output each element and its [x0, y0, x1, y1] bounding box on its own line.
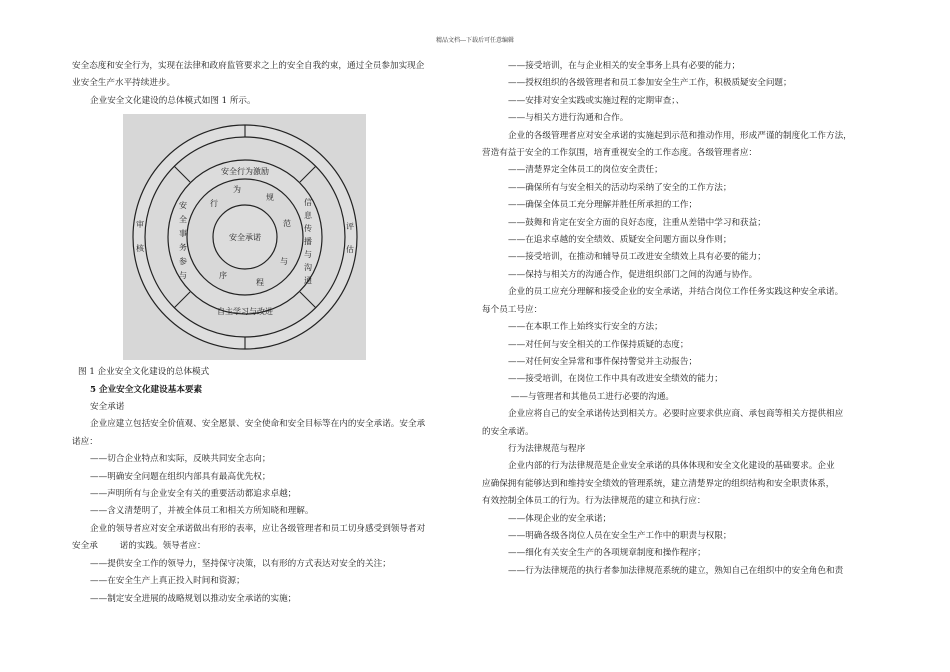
list-item: ——切合企业特点和实际，反映共同安全志向； [90, 454, 271, 465]
label-evaluation: 估 [346, 245, 354, 255]
paragraph: 业安全生产水平持续进步。 [72, 78, 176, 89]
paragraph: 应确保拥有能够达到和维持安全绩效的管理系统，建立清楚界定的组织结构和安全职责体系， [482, 478, 835, 489]
label-behavior-norms: 规 [266, 193, 274, 203]
paragraph: 企业内部的行为法律规范是企业安全承诺的具体体现和安全文化建设的基础要求。企业 [508, 461, 835, 472]
label-behavior-norms: 与 [280, 257, 288, 267]
subsection-title: 安全承诺 [90, 402, 125, 413]
label-participation: 与 [179, 271, 187, 281]
list-item: ——接受培训，在与企业相关的安全事务上具有必要的能力； [508, 61, 741, 71]
paragraph: 有效控制全体员工的行为。行为法律规范的建立和执行应： [482, 496, 706, 507]
list-item: ——制定安全进展的战略规划以推动安全承诺的实施； [90, 593, 297, 604]
paragraph: 营造有益于安全的工作氛围，培育重视安全的工作态度。各级管理者应： [482, 148, 758, 159]
list-item: ——安排对安全实践或实施过程的定期审查；、 [508, 95, 685, 106]
paragraph: 企业应将自己的安全承诺传达到相关方。必要时应要求供应商、承包商等相关方提供相应 [508, 409, 844, 420]
paragraph: 企业应建立包括安全价值观、安全愿景、安全使命和安全目标等在内的安全承诺。安全承 [90, 419, 426, 430]
figure-caption: 图 1 企业安全文化建设的总体模式 [78, 367, 210, 378]
label-communication: 通 [304, 276, 312, 286]
paragraph: 每个员工号应： [482, 304, 543, 315]
list-item: ——与相关方进行沟通和合作。 [508, 113, 629, 124]
list-item: ——确保全体员工充分理解并胜任所承担的工作； [508, 200, 698, 211]
list-item: ——对任何安全异常和事件保持警觉并主动报告； [508, 356, 698, 367]
label-communication: 传 [304, 224, 312, 234]
label-behavior-norms: 范 [283, 219, 291, 229]
label-participation: 务 [179, 243, 187, 253]
right-column [482, 58, 884, 580]
paragraph: 企业的员工应充分理解和接受企业的安全承诺，并结合岗位工作任务实践这种安全承诺。 [508, 287, 844, 298]
section-heading: 5 企业安全文化建设基本要素 [90, 384, 203, 395]
list-item: ——体现企业的安全承诺； [508, 513, 612, 524]
paragraph: 企业的领导者应对安全承诺做出有形的表率，应让各级管理者和员工切身感受到领导者对 [90, 523, 426, 534]
list-item: ——细化有关安全生产的各项规章制度和操作程序； [508, 548, 706, 559]
label-communication: 信 [304, 198, 312, 208]
label-behavior-norms: 程 [256, 278, 264, 288]
label-behavior-norms: 行 [210, 199, 218, 209]
label-learning: 自主学习与改进 [217, 307, 273, 317]
list-item: ——在安全生产上真正投入时间和资源； [90, 576, 245, 587]
list-item: ——授权组织的各级管理者和员工参加安全生产工作，积极质疑安全问题； [508, 78, 792, 89]
paragraph: 安全承 诺的实践。领导者应： [72, 541, 206, 552]
label-communication: 与 [304, 250, 312, 260]
list-item: ——接受培训，在推动和辅导员工改进安全绩效上具有必要的能力； [508, 252, 766, 263]
paragraph: 企业的各级管理者应对安全承诺的实施起到示范和推动作用，形成严谨的制度化工作方法， [508, 130, 852, 141]
list-item: ——在本职工作上始终实行安全的方法； [508, 322, 663, 333]
label-participation: 全 [179, 215, 187, 225]
label-behavior-norms: 为 [233, 185, 241, 195]
subsection-title: 行为法律规范与程序 [508, 443, 586, 454]
list-item: ——保持与相关方的沟通合作，促进组织部门之间的沟通与协作。 [508, 269, 758, 280]
paragraph: 安全态度和安全行为，实现在法律和政府监管要求之上的安全自我约束，通过全员参加实现企 [72, 61, 425, 71]
label-participation: 安 [179, 201, 187, 211]
list-item: ——声明所有与企业安全有关的重要活动都追求卓越； [90, 489, 297, 500]
list-item: ——确保所有与安全相关的活动均采纳了安全的工作方法； [508, 182, 732, 193]
label-evaluation: 评 [346, 222, 354, 232]
list-item: ——对任何与安全相关的工作保持质疑的态度； [508, 339, 689, 350]
list-item: ——清楚界定全体员工的岗位安全责任； [508, 165, 663, 176]
list-item: ——明确各级各岗位人员在安全生产工作中的职责与权限； [508, 530, 732, 541]
label-audit: 审 [136, 220, 144, 230]
paragraph: 企业安全文化建设的总体模式如图 1 所示。 [90, 95, 256, 106]
list-item: ——含义清楚明了，并被全体员工和相关方所知晓和理解。 [90, 506, 314, 517]
list-item: ——明确安全问题在组织内部具有最高优先权； [90, 471, 271, 482]
label-communication: 沟 [304, 263, 312, 273]
label-participation: 参 [179, 257, 187, 267]
culture-model-figure [123, 114, 366, 360]
label-commitment: 安全承诺 [229, 233, 261, 243]
label-participation: 事 [179, 229, 187, 239]
list-item: ——与管理者和其他员工进行必要的沟通。 [508, 391, 675, 402]
list-item: ——行为法律规范的执行者参加法律规范系统的建立，熟知自己在组织中的安全角色和责 [508, 565, 844, 576]
list-item: ——接受培训，在岗位工作中具有改进安全绩效的能力； [508, 374, 723, 385]
label-communication: 播 [304, 237, 312, 247]
list-item: ——鼓舞和肯定在安全方面的良好态度，注重从差错中学习和获益； [508, 217, 766, 228]
label-incentive: 安全行为激励 [221, 167, 269, 177]
paragraph: 的安全承诺。 [482, 426, 534, 437]
label-behavior-norms: 序 [219, 271, 227, 281]
label-communication: 息 [304, 211, 312, 221]
label-audit: 核 [136, 244, 144, 254]
list-item: ——提供安全工作的领导力，坚持保守决策，以有形的方式表达对安全的关注； [90, 558, 391, 569]
culture-model-diagram [123, 114, 366, 360]
left-column [72, 58, 477, 608]
paragraph: 诺应： [72, 436, 98, 447]
list-item: ——在追求卓越的安全绩效、质疑安全问题方面以身作则； [508, 235, 732, 246]
page-header: 精品文档---下载后可任意编辑 [435, 37, 515, 44]
